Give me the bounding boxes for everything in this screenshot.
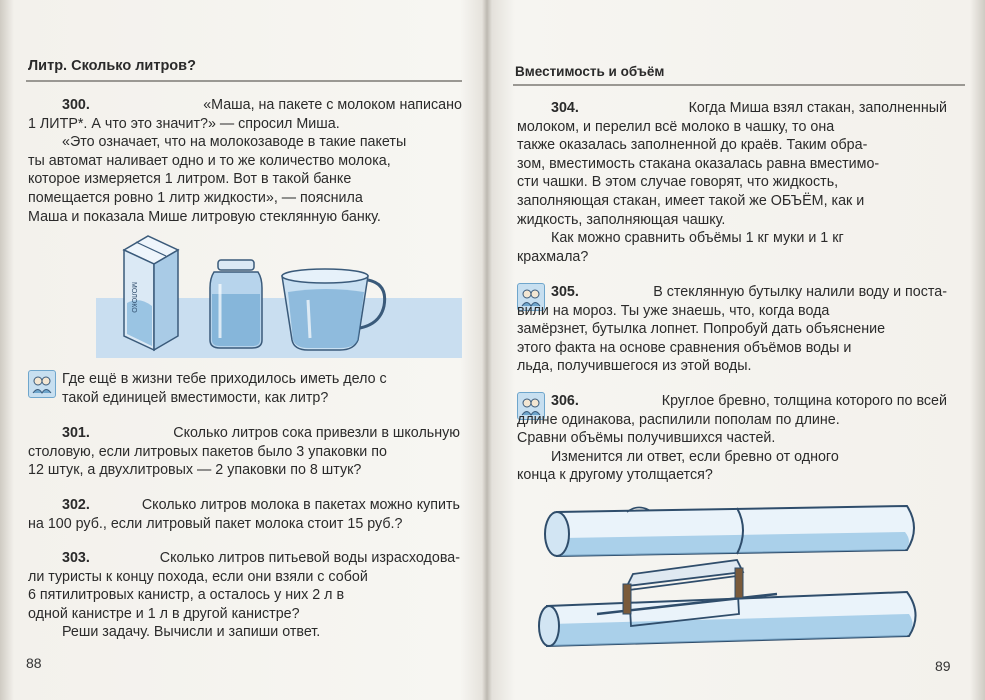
log-and-saw-illustration xyxy=(537,498,927,648)
text-line xyxy=(28,96,462,115)
text: на 100 руб., если литровый пакет молока стоит 15 руб.? xyxy=(28,515,403,532)
text-line xyxy=(28,586,460,605)
liter-containers-illustration xyxy=(96,228,462,358)
text: В стеклянную бутылку налили воду и поста- xyxy=(653,284,947,300)
problem-302 xyxy=(28,496,460,533)
running-head-left: Литр. Сколько литров? xyxy=(28,58,196,74)
text-line xyxy=(517,392,947,411)
text: такой единицей вместимости, как литр? xyxy=(62,389,329,406)
text-line xyxy=(517,118,947,137)
text-line xyxy=(517,173,947,192)
text: Где ещё в жизни тебе приходилось иметь дело с xyxy=(62,371,387,387)
text: длине одинакова, распилили пополам по длине. xyxy=(517,411,840,428)
text-line xyxy=(517,192,947,211)
problem-number: 300. xyxy=(62,97,90,113)
text-line xyxy=(517,411,947,430)
text-line xyxy=(517,339,947,358)
header-rule-right xyxy=(513,84,965,86)
text-line: «Маша, на пакете с молоком написано xyxy=(203,97,462,113)
problem-303 xyxy=(28,549,460,642)
discussion-question xyxy=(62,370,460,407)
text: вили на мороз. Ты уже знаешь, что, когда вода xyxy=(517,302,830,319)
text-line xyxy=(517,136,947,155)
children-discussion-icon xyxy=(28,370,56,398)
text-line xyxy=(517,155,947,174)
text: также оказалась заполненной до краёв. Таким обра- xyxy=(517,137,868,154)
problem-305 xyxy=(517,283,947,376)
text-line xyxy=(28,152,462,171)
text-line xyxy=(517,466,947,485)
text-line xyxy=(517,357,947,376)
text-line xyxy=(28,133,462,152)
problem-306 xyxy=(517,392,947,485)
text: Сколько литров сока привезли в школьную xyxy=(173,425,460,441)
text-line xyxy=(62,389,460,408)
page-number-right: 89 xyxy=(935,658,951,674)
text: зом, вместимость стакана оказалась равна вместимо- xyxy=(517,155,880,172)
glass-jar-icon xyxy=(210,260,262,348)
text: Сколько литров питьевой воды израсходова- xyxy=(159,550,460,566)
text-line xyxy=(28,549,460,568)
text: льда, получившегося из этой воды. xyxy=(517,358,752,375)
problem-301 xyxy=(28,424,460,480)
right-page xyxy=(487,0,985,700)
text: Круглое бревно, толщина которого по всей xyxy=(661,393,947,409)
text-line xyxy=(28,461,460,480)
text-line xyxy=(28,424,460,443)
problem-number: 303. xyxy=(62,550,90,566)
text: Сравни объёмы получившихся частей. xyxy=(517,430,776,447)
milk-carton-icon xyxy=(124,236,178,350)
carton-label: МОЛОКО xyxy=(130,282,137,313)
text-line xyxy=(62,370,460,389)
text: жидкость, заполняющая чашку. xyxy=(517,211,726,228)
whole-log-icon xyxy=(545,506,914,556)
text: замёрзнет, бутылка лопнет. Попробуй дать объяснение xyxy=(517,321,886,338)
text: Когда Миша взял стакан, заполненный xyxy=(688,100,947,116)
text-line xyxy=(517,99,947,118)
text: помещается ровно 1 литр жидкости», — пояснила xyxy=(28,189,363,206)
text-line xyxy=(517,283,947,302)
text: Как можно сравнить объёмы 1 кг муки и 1 кг xyxy=(551,230,844,247)
text-line xyxy=(28,443,460,462)
text: столовую, если литровых пакетов было 3 упаковки по xyxy=(28,443,387,460)
text: 12 штук, а двухлитровых — 2 упаковки по 8 штук? xyxy=(28,462,362,479)
text: которое измеряется 1 литром. Вот в такой банке xyxy=(28,171,352,188)
text-line xyxy=(517,302,947,321)
header-rule-left xyxy=(26,80,462,82)
text-line xyxy=(517,429,947,448)
problem-number: 302. xyxy=(62,497,90,513)
text-line xyxy=(517,211,947,230)
text-line xyxy=(28,605,460,624)
running-head-right: Вместимость и объём xyxy=(515,64,665,79)
problem-304 xyxy=(517,99,947,266)
text: Маша и показала Мише литровую стеклянную банку. xyxy=(28,208,381,225)
text-line xyxy=(517,320,947,339)
text-line xyxy=(28,115,462,134)
text-line xyxy=(28,568,460,587)
text: Реши задачу. Вычисли и запиши ответ. xyxy=(62,624,321,641)
text: 1 ЛИТР*. А что это значит?» — спросил Миша. xyxy=(28,115,340,132)
text: молоком, и перелил всё молоко в чашку, то она xyxy=(517,118,835,135)
text: заполняющая стакан, имеет такой же ОБЪЁМ, как и xyxy=(517,192,865,209)
text: одной канистре и 1 л в другой канистре? xyxy=(28,605,300,622)
text: конца к другому утолщается? xyxy=(517,467,713,484)
text: «Это означает, что на молокозаводе в такие пакеты xyxy=(62,134,407,151)
text: ли туристы к концу похода, если они взяли с собой xyxy=(28,568,368,585)
text-line xyxy=(28,496,460,515)
text: этого факта на основе сравнения объёмов воды и xyxy=(517,339,852,356)
text: ты автомат наливает одно и то же количество молока, xyxy=(28,152,391,169)
text-line xyxy=(517,448,947,467)
text: сти чашки. В этом случае говорят, что жидкость, xyxy=(517,174,839,191)
text: крахмала? xyxy=(517,248,589,265)
problem-number: 304. xyxy=(551,100,579,116)
text: Изменится ли ответ, если бревно от одного xyxy=(551,448,839,465)
text-line xyxy=(517,229,947,248)
text: Сколько литров молока в пакетах можно купить xyxy=(141,497,460,513)
text: 6 пятилитровых канистр, а осталось у них 2 л в xyxy=(28,587,345,604)
text-line xyxy=(28,208,462,227)
text-line xyxy=(28,623,460,642)
text-line xyxy=(28,189,462,208)
left-page xyxy=(0,0,487,700)
problem-300 xyxy=(28,96,462,226)
problem-number: 305. xyxy=(551,284,579,300)
text-line xyxy=(28,515,460,534)
text-line xyxy=(517,248,947,267)
page-number-left: 88 xyxy=(26,655,42,671)
problem-number: 306. xyxy=(551,393,579,409)
problem-number: 301. xyxy=(62,425,90,441)
text-line xyxy=(28,170,462,189)
